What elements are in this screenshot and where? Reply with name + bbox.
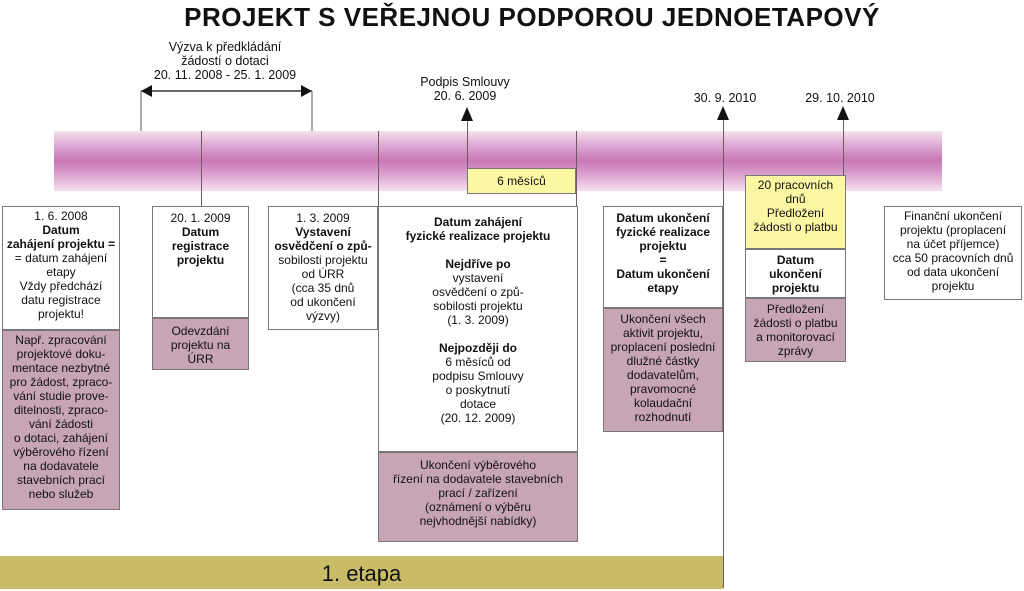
box-text: 20. 1. 2009 xyxy=(170,211,231,225)
box-ukonceni-realizace xyxy=(603,206,723,308)
box-text: a monitorovací xyxy=(756,330,835,344)
twenty-days-line: Předložení xyxy=(766,206,825,220)
box-text: Ukončení všech xyxy=(620,312,706,326)
six-months-label: 6 měsíců xyxy=(467,168,576,194)
box-text: vání žádosti xyxy=(28,417,94,431)
box-text: na účet příjemce) xyxy=(906,237,1000,251)
box-text: od ukončení xyxy=(290,295,356,309)
box-text: (1. 3. 2009) xyxy=(447,313,509,327)
twenty-days-line: dnů xyxy=(785,192,806,206)
box-text: rozhodnutí xyxy=(634,410,692,424)
box-text: Datum ukončení xyxy=(616,211,710,225)
box-text: projektu xyxy=(931,279,975,293)
box-zahajeni-projektu xyxy=(2,206,120,330)
etapa-bar: 1. etapa xyxy=(0,556,723,589)
box-text: nejvhodnější nabídky) xyxy=(419,514,537,528)
box-text: osvědčení o způ- xyxy=(274,239,372,253)
box-text: ukončení xyxy=(769,267,822,281)
box-text: 6 měsíců od xyxy=(445,355,511,369)
box-text: výběrového řízení xyxy=(13,445,109,459)
box-fyzicka-realizace xyxy=(378,206,578,452)
box-text: projektové doku- xyxy=(16,347,106,361)
box-text: projektu xyxy=(176,253,225,267)
box-text: projektu xyxy=(639,239,687,253)
box-text: projektu na xyxy=(170,338,231,352)
page-title: PROJEKT S VEŘEJNOU PODPOROU JEDNOETAPOVÝ xyxy=(184,2,880,32)
box-financni-ukonceni xyxy=(884,206,1022,300)
podpis-line-2: 20. 6. 2009 xyxy=(433,89,497,103)
box-text: zahájení projektu = xyxy=(6,237,116,251)
box-ukonceni-aktivit xyxy=(603,308,723,432)
box-text: od data ukončení xyxy=(906,265,1000,279)
twenty-days-line: žádosti o platbu xyxy=(753,220,838,234)
box-text: vystavení xyxy=(452,271,504,285)
box-text: Např. zpracování xyxy=(15,333,107,347)
box-text: pro žádost, zpraco- xyxy=(9,375,113,389)
box-text: proplacení poslední xyxy=(610,340,716,354)
box-text: Datum xyxy=(181,225,220,239)
box-text: vání studie prove- xyxy=(13,389,109,403)
box-priprava xyxy=(2,330,120,510)
box-text: na dodavatele xyxy=(23,459,99,473)
box-text: projektu (proplacení xyxy=(899,223,1007,237)
box-text: ÚRR xyxy=(187,352,214,366)
box-text: dodavatelům, xyxy=(626,368,700,382)
box-text: sobilosti projektu xyxy=(278,253,368,267)
box-text: od ÚRR xyxy=(301,267,345,281)
box-text: = xyxy=(659,253,667,267)
box-text: fyzické realizace projektu xyxy=(405,229,551,243)
box-text: nebo služeb xyxy=(28,487,94,501)
box-osvedceni xyxy=(268,206,378,330)
box-text: pravomocné xyxy=(629,382,697,396)
box-text: fyzické realizace xyxy=(615,225,711,239)
box-text: podpisu Smlouvy xyxy=(432,369,524,383)
box-text: datu registrace xyxy=(21,293,101,307)
box-predlozeni-zadosti xyxy=(745,298,846,362)
box-text: registrace xyxy=(171,239,230,253)
box-registrace-projektu xyxy=(152,206,249,318)
box-text: Datum xyxy=(776,253,815,267)
box-text: výzvy) xyxy=(306,309,340,323)
box-text: osvědčení o způ- xyxy=(432,285,524,299)
box-text: prací / zařízení xyxy=(438,486,518,500)
box-text: = datum zahájení xyxy=(14,251,108,265)
box-text: Datum zahájení xyxy=(433,215,523,229)
vyzva-line-3: 20. 11. 2008 - 25. 1. 2009 xyxy=(153,68,297,82)
box-text: Finanční ukončení xyxy=(903,209,1003,223)
date-oct-label: 29. 10. 2010 xyxy=(805,91,875,105)
box-text: etapy xyxy=(46,265,76,279)
box-text: 1. 3. 2009 xyxy=(296,211,350,225)
box-text: Předložení xyxy=(766,302,825,316)
date-sep-label: 30. 9. 2010 xyxy=(693,91,757,105)
box-text: žádosti o platbu xyxy=(753,316,838,330)
box-text: Datum xyxy=(42,223,80,237)
box-text: Vystavení xyxy=(295,225,351,239)
box-text: projektu xyxy=(771,281,820,295)
box-text: mentace nezbytné xyxy=(11,361,111,375)
box-text: (cca 35 dnů xyxy=(291,281,355,295)
box-text: řízení na dodavatele stavebních xyxy=(392,472,564,486)
box-text: Datum ukončení xyxy=(616,267,710,281)
box-odevzdani xyxy=(152,318,249,370)
box-text: Nejdříve po xyxy=(445,257,511,271)
box-text: aktivit projektu, xyxy=(622,326,704,340)
twenty-days-line: 20 pracovních xyxy=(757,178,834,192)
podpis-line-1: Podpis Smlouvy xyxy=(420,75,510,89)
box-text: Ukončení výběrového xyxy=(419,458,537,472)
box-ukonceni-projektu xyxy=(745,249,846,298)
box-text: zprávy xyxy=(777,344,814,358)
box-text: ditelnosti, zpraco- xyxy=(13,403,109,417)
vyzva-line-1: Výzva k předkládání xyxy=(168,40,282,54)
box-text: dotace xyxy=(459,397,497,411)
box-text: dlužné částky xyxy=(626,354,700,368)
box-text: o poskytnutí xyxy=(445,383,511,397)
box-vyberove-rizeni xyxy=(378,452,578,542)
twenty-days-box xyxy=(745,175,846,249)
box-text: (20. 12. 2009) xyxy=(440,411,516,425)
box-text: o dotaci, zahájení xyxy=(13,431,109,445)
box-text: Nejpozději do xyxy=(439,341,517,355)
box-text: projektu! xyxy=(37,307,85,321)
box-text: Odevzdání xyxy=(171,324,230,338)
box-text: sobilosti projektu xyxy=(433,299,523,313)
box-text: 1. 6. 2008 xyxy=(34,209,88,223)
box-text: cca 50 pracovních dnů xyxy=(892,251,1014,265)
box-text: kolaudační xyxy=(633,396,693,410)
box-text: etapy xyxy=(647,281,679,295)
box-text: stavebních prací xyxy=(16,473,106,487)
box-text: Vždy předchází xyxy=(19,279,103,293)
vyzva-line-2: žádostí o dotaci xyxy=(181,54,269,68)
box-text: (oznámení o výběru xyxy=(424,500,532,514)
